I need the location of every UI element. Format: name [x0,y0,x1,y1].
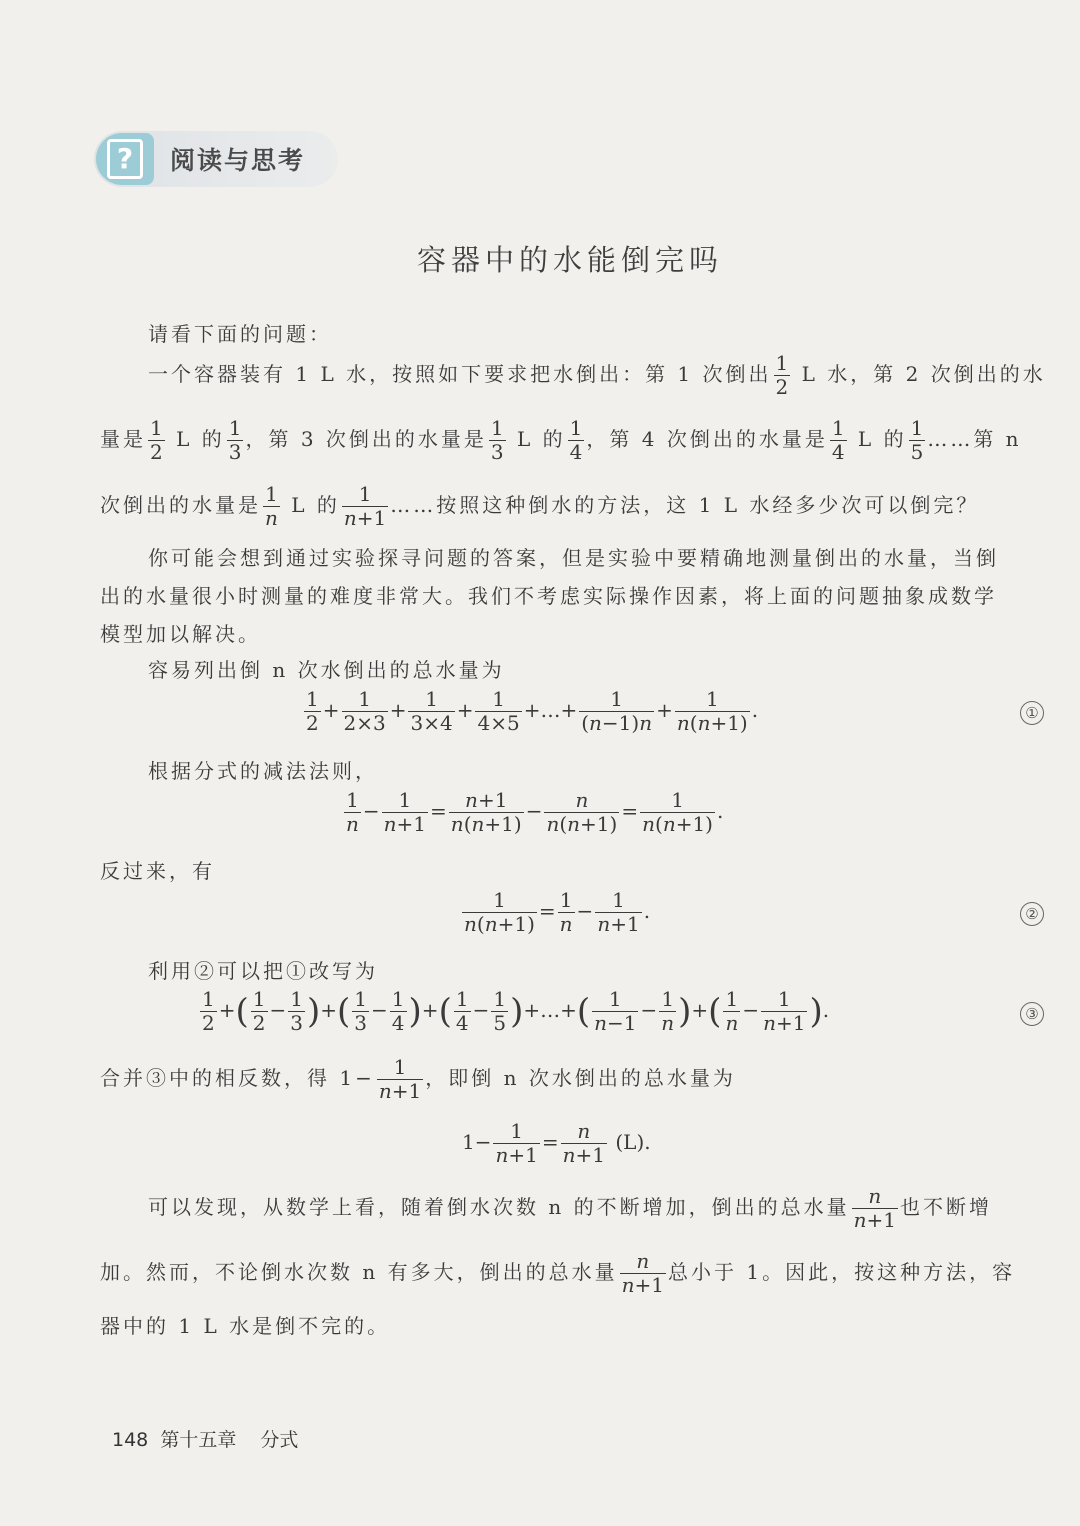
paragraph-2-line-1: 你可能会想到通过实验探寻问题的答案，但是实验中要精确地测量倒出的水量，当倒 [148,546,999,570]
page-footer [112,1425,298,1452]
paragraph-8-line-3: 器中的 1 L 水是倒不完的。 [100,1314,391,1338]
fraction: $\frac{1}{n+1}$ [343,482,387,530]
paragraph-1-line-3: 次倒出的水量是 $\frac{1}{n}$ L 的 $\frac{1}{n+1}$ ……按照这种倒水的方法，这 1 L 水经多少次可以倒完？ [100,482,980,530]
page-title: 容器中的水能倒完吗 [416,243,723,277]
equation-3: $\frac{1}{2}$ +( $\frac{1}{2}$ − $\frac{1}{3}$ )+( $\frac{1}{3}$ − $\frac{1}{4}$ )+( $\frac{1}{4}$ − $\frac{1}{5}$ )+…+( $\frac{1}{n-1}$ − $\frac{1}{n}$ )+( $\frac{1}{n}$ − $\frac{1}{n+1}$ ). [202,987,830,1035]
fraction: $\frac{1}{3}$ [228,416,242,464]
fraction: $\frac{1}{2}$ [775,351,789,399]
paragraph-5: 反过来，有 [100,859,215,883]
question-icon: ? [96,133,154,185]
fraction: $\frac{1}{2}$ [150,416,163,464]
page-number: 148 [112,1429,149,1451]
equation-marker-2: ② [1020,902,1044,926]
paragraph-2-line-2: 出的水量很小时测量的难度非常大。我们不考虑实际操作因素，将上面的问题抽象成数学 [100,584,997,608]
fraction: $\frac{1}{4}$ [831,416,845,464]
paragraph-8-line-2: 加。然而，不论倒水次数 n 有多大，倒出的总水量 $\frac{n}{n+1}$ 总小于 1。因此，按这种方法，容 [100,1249,1016,1297]
equation-marker-1: ① [1020,701,1044,725]
equation-subtraction: $\frac{1}{n}$ − $\frac{1}{n+1}$ = $\frac{n+1}{n(n+1)}$ − $\frac{n}{n(n+1)}$ = $\frac{1}{n(n+1)}$ . [346,788,724,836]
paragraph-7: 合并③中的相反数，得 1− $\frac{1}{n+1}$ ，即倒 n 次水倒出的总水量为 [100,1055,736,1103]
paragraph-1-line-1: 一个容器装有 1 L 水，按照如下要求把水倒出：第 1 次倒出 $\frac{1}{2}$ L 水，第 2 次倒出的水 [148,351,1046,399]
topic-label: 分式 [260,1429,299,1451]
paragraph-6: 利用②可以把①改写为 [148,959,378,983]
intro-text: 请看下面的问题： [148,322,332,346]
fraction: $\frac{1}{5}$ [910,416,924,464]
section-tag-label: 阅读与思考 [170,146,306,175]
fraction: $\frac{1}{n}$ [265,482,278,530]
equation-final: 1− $\frac{1}{n+1}$ = $\frac{n}{n+1}$ (L). [462,1119,651,1167]
equation-marker-3: ③ [1020,1002,1044,1026]
fraction: $\frac{1}{3}$ [490,416,504,464]
equation-1: $\frac{1}{2}$ + $\frac{1}{2\times 3}$ + $\frac{1}{3\times 4}$ + $\frac{1}{4\times 5}$ +…+ $\frac{1}{(n-1)n}$ + $\frac{1}{n(n+1)}$ . [306,687,759,735]
equation-2: $\frac{1}{n(n+1)}$ = $\frac{1}{n}$ − $\frac{1}{n+1}$ . [464,888,651,936]
fraction: $\frac{1}{4}$ [569,416,583,464]
paragraph-8-line-1: 可以发现，从数学上看，随着倒水次数 n 的不断增加，倒出的总水量 $\frac{n}{n+1}$ 也不断增 [148,1184,992,1232]
paragraph-4: 根据分式的减法法则， [148,759,378,783]
chapter-label: 第十五章 [160,1429,237,1451]
paragraph-2-line-3: 模型加以解决。 [100,622,261,646]
paragraph-1-line-2: 量是 $\frac{1}{2}$ L 的 $\frac{1}{3}$ ，第 3 次倒出的水量是 $\frac{1}{3}$ L 的 $\frac{1}{4}$ ，第 4 次倒出的水量是 $\frac{1}{4}$ L 的 $\frac{1}{5}$ ……第 n [100,416,1022,464]
paragraph-3: 容易列出倒 n 次水倒出的总水量为 [148,658,505,682]
